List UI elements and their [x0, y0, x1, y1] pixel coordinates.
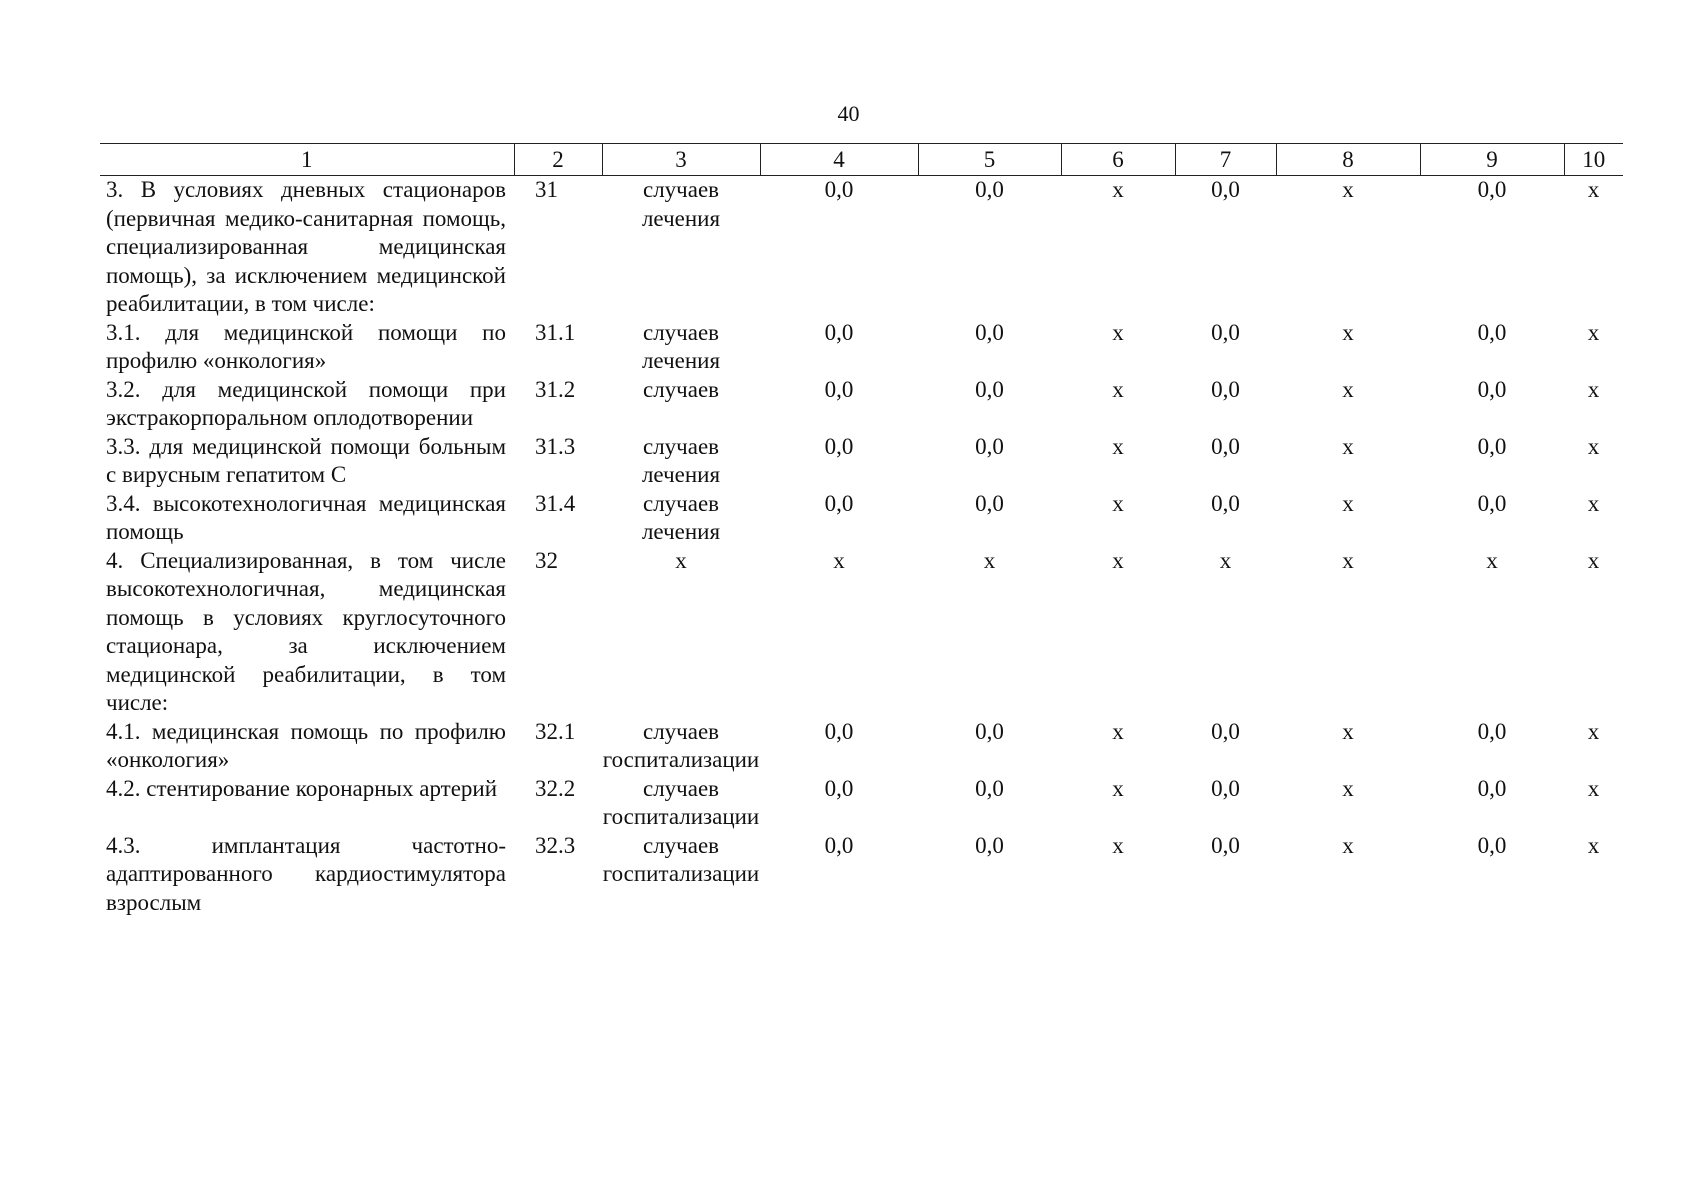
value-cell: x — [1587, 177, 1600, 202]
value-cell: 0,0 — [975, 832, 1004, 858]
value-cell: x — [1342, 177, 1354, 202]
indicator-name-cell: 4. Специализированная, в том числе высокотехнологичная, медицинская помощь в условиях круглосуточного стационара, за исключением медицинской реабилитации, в том числе: — [106, 547, 506, 715]
value-cell: x — [1587, 832, 1600, 858]
indicator-name-cell: 3.2. для медицинской помощи при экстракорпоральном оплодотворении — [106, 376, 506, 430]
value-cell: 0,0 — [1211, 376, 1240, 402]
row-number-cell: 32.2 — [535, 775, 576, 801]
value-cell: 0,0 — [824, 832, 854, 858]
row-number-cell: 31.4 — [535, 490, 576, 516]
column-number-header: 4 — [760, 144, 918, 176]
unit-cell: x — [675, 547, 687, 573]
column-number-header: 9 — [1420, 144, 1564, 176]
value-cell: x — [983, 547, 996, 573]
table-row — [100, 490, 1623, 547]
value-cell: x — [1342, 376, 1354, 402]
table-row — [100, 376, 1623, 433]
value-cell: 0,0 — [975, 319, 1004, 345]
indicator-name-cell: 3.1. для медицинской помощи по профилю «онкология» — [106, 319, 506, 373]
value-cell: x — [1342, 832, 1354, 858]
value-cell: x — [1587, 319, 1600, 345]
value-cell: x — [1342, 433, 1354, 459]
table-row — [100, 718, 1623, 775]
indicator-name-cell: 3. В условиях дневных стационаров (первичная медико-санитарная помощь, специализированная медицинская помощь), за исключением медицинской реабилитации, в том числе: — [106, 177, 506, 316]
value-cell: 0,0 — [1211, 490, 1240, 516]
unit-cell: случаев лечения — [641, 433, 721, 487]
value-cell: 0,0 — [1477, 490, 1507, 516]
value-cell: 0,0 — [975, 376, 1004, 402]
value-cell: 0,0 — [1477, 177, 1507, 202]
value-cell: 0,0 — [1211, 718, 1240, 744]
value-cell: 0,0 — [975, 718, 1004, 744]
value-cell: x — [1587, 376, 1600, 402]
value-cell: 0,0 — [1477, 433, 1507, 459]
unit-cell: случаев госпитализации — [602, 775, 760, 829]
value-cell: x — [1112, 319, 1124, 345]
value-cell: x — [1342, 547, 1354, 573]
value-cell: 0,0 — [1211, 433, 1240, 459]
unit-cell: случаев госпитализации — [602, 718, 760, 772]
column-number-header-row — [100, 144, 1623, 176]
row-number-cell: 31.2 — [535, 376, 576, 402]
page-number: 40 — [837, 101, 860, 126]
unit-cell: случаев лечения — [641, 177, 721, 231]
table-row — [100, 176, 1623, 319]
row-number-cell: 31.1 — [535, 319, 576, 345]
value-cell: x — [1112, 433, 1124, 459]
value-cell: x — [1587, 547, 1600, 573]
indicator-name-cell: 3.3. для медицинской помощи больным с вирусным гепатитом С — [106, 433, 506, 487]
value-cell: 0,0 — [1211, 832, 1240, 858]
value-cell: 0,0 — [824, 490, 854, 516]
value-cell: x — [1342, 775, 1354, 801]
value-cell: x — [1587, 490, 1600, 516]
unit-cell: случаев госпитализации — [602, 832, 760, 886]
value-cell: 0,0 — [1477, 319, 1507, 345]
value-cell: 0,0 — [975, 775, 1004, 801]
table-row — [100, 832, 1623, 918]
value-cell: 0,0 — [1477, 718, 1507, 744]
value-cell: 0,0 — [975, 177, 1004, 202]
value-cell: x — [1587, 718, 1600, 744]
value-cell: 0,0 — [824, 718, 854, 744]
value-cell: x — [1486, 547, 1498, 573]
value-cell: 0,0 — [975, 490, 1004, 516]
row-number-cell: 31.3 — [535, 433, 576, 459]
value-cell: x — [1587, 433, 1600, 459]
column-number-header: 5 — [918, 144, 1061, 176]
value-cell: 0,0 — [824, 319, 854, 345]
value-cell: 0,0 — [824, 177, 854, 202]
value-cell: 0,0 — [1211, 319, 1240, 345]
column-number-header: 7 — [1175, 144, 1276, 176]
value-cell: x — [1112, 775, 1124, 801]
value-cell: x — [1112, 832, 1124, 858]
table-row — [100, 547, 1623, 718]
value-cell: x — [833, 547, 845, 573]
column-number-header: 8 — [1276, 144, 1420, 176]
table-row — [100, 775, 1623, 832]
value-cell: 0,0 — [975, 433, 1004, 459]
indicator-name-cell: 3.4. высокотехнологичная медицинская помощь — [106, 490, 506, 544]
column-number-header: 2 — [514, 144, 602, 176]
unit-cell: случаев — [642, 376, 720, 402]
value-cell: x — [1219, 547, 1232, 573]
value-cell: 0,0 — [824, 775, 854, 801]
column-number-header: 10 — [1564, 144, 1623, 176]
column-number-header: 1 — [100, 144, 514, 176]
value-cell: x — [1342, 319, 1354, 345]
value-cell: 0,0 — [1211, 775, 1240, 801]
column-number-header: 3 — [602, 144, 760, 176]
indicator-name-cell: 4.2. стентирование коронарных артерий — [106, 775, 498, 801]
value-cell: x — [1587, 775, 1600, 801]
value-cell: x — [1342, 718, 1354, 744]
unit-cell: случаев лечения — [641, 319, 721, 373]
value-cell: x — [1112, 718, 1124, 744]
value-cell: x — [1112, 177, 1124, 202]
row-number-cell: 32 — [535, 547, 558, 573]
table-row — [100, 433, 1623, 490]
value-cell: 0,0 — [1477, 376, 1507, 402]
data-table — [100, 143, 1623, 917]
row-number-cell: 31 — [535, 177, 558, 202]
value-cell: 0,0 — [824, 433, 854, 459]
unit-cell: случаев лечения — [641, 490, 721, 544]
row-number-cell: 32.1 — [535, 718, 576, 744]
value-cell: x — [1342, 490, 1354, 516]
row-number-cell: 32.3 — [535, 832, 576, 858]
value-cell: 0,0 — [1477, 775, 1507, 801]
value-cell: x — [1112, 490, 1124, 516]
value-cell: x — [1112, 547, 1124, 573]
indicator-name-cell: 4.3. имплантация частотно-адаптированного кардиостимулятора взрослым — [106, 832, 506, 915]
table-body — [100, 176, 1623, 918]
value-cell: x — [1112, 376, 1124, 402]
column-number-header: 6 — [1061, 144, 1175, 176]
value-cell: 0,0 — [1477, 832, 1507, 858]
value-cell: 0,0 — [1211, 177, 1240, 202]
table-row — [100, 319, 1623, 376]
value-cell: 0,0 — [824, 376, 854, 402]
indicator-name-cell: 4.1. медицинская помощь по профилю «онкология» — [106, 718, 506, 772]
